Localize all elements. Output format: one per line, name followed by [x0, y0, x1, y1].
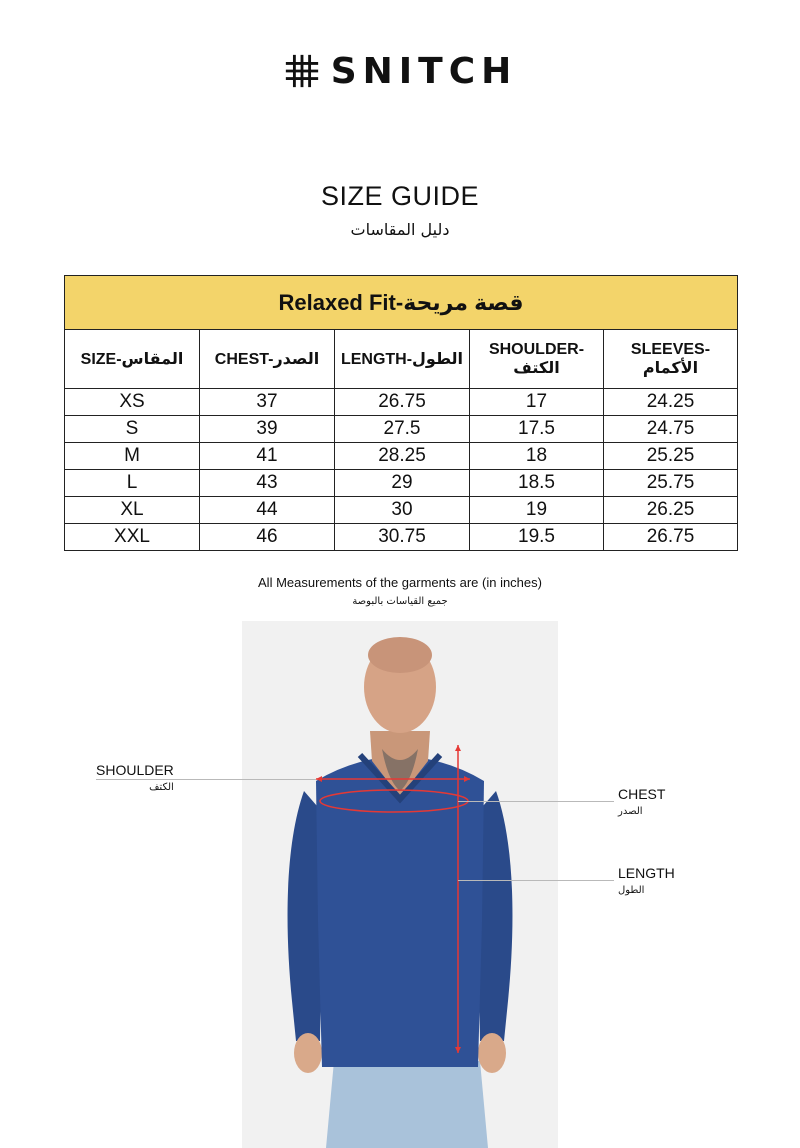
left-hand: [294, 1033, 322, 1073]
fit-label: Relaxed Fit-قصة مريحة: [65, 276, 738, 330]
header-size-label: SIZE-المقاس: [80, 350, 184, 368]
header-sleeves-label-ar: الأكمام: [642, 360, 699, 377]
cell-size: M: [65, 443, 200, 470]
brand-logo: [0, 48, 800, 94]
size-table: [64, 275, 738, 551]
cell-chest: 41: [200, 443, 335, 470]
cell-length: 30.75: [335, 524, 470, 551]
cell-shoulder: 19.5: [470, 524, 604, 551]
cell-chest: 46: [200, 524, 335, 551]
shoulder-label-arabic: الكتف: [149, 782, 174, 793]
header-shoulder-label-ar: الكتف: [513, 360, 560, 377]
header-chest: [200, 330, 335, 389]
header-chest-label: CHEST-الصدر: [214, 350, 320, 368]
page-title-arabic: دليل المقاسات: [350, 220, 450, 239]
table-row: [65, 470, 738, 497]
table-row: [65, 389, 738, 416]
header-row: [65, 330, 738, 389]
cell-sleeves: 24.75: [604, 416, 738, 443]
cell-sleeves: 24.25: [604, 389, 738, 416]
cell-length: 29: [335, 470, 470, 497]
cell-chest: 44: [200, 497, 335, 524]
cell-length: 26.75: [335, 389, 470, 416]
right-hand: [478, 1033, 506, 1073]
jeans: [326, 1061, 488, 1148]
chest-label-text: CHEST: [618, 786, 666, 802]
snitch-grid-logo-icon: [283, 52, 321, 90]
cell-size: XL: [65, 497, 200, 524]
cell-shoulder: 17.5: [470, 416, 604, 443]
length-label-arabic: الطول: [618, 885, 645, 896]
shoulder-label: [96, 762, 174, 796]
cell-size: XXL: [65, 524, 200, 551]
table-row: [65, 443, 738, 470]
cell-shoulder: 19: [470, 497, 604, 524]
page-title: SIZE GUIDE: [320, 181, 480, 211]
header-length: [335, 330, 470, 389]
cell-shoulder: 17: [470, 389, 604, 416]
cell-size: S: [65, 416, 200, 443]
table-row: [65, 497, 738, 524]
cell-shoulder: 18.5: [470, 470, 604, 497]
header-length-label: LENGTH-الطول: [340, 350, 464, 368]
cell-sleeves: 26.25: [604, 497, 738, 524]
chest-label-arabic: الصدر: [618, 806, 643, 817]
length-label-text: LENGTH: [618, 865, 675, 881]
chest-guide-line: [458, 801, 614, 802]
brand-name: SNITCH: [330, 50, 518, 92]
shaved-scalp: [368, 637, 432, 673]
length-label: [618, 865, 675, 899]
header-shoulder: [470, 330, 604, 389]
measurement-note: All Measurements of the garments are (in inches): [258, 575, 542, 590]
cell-chest: 37: [200, 389, 335, 416]
cell-length: 30: [335, 497, 470, 524]
cell-sleeves: 26.75: [604, 524, 738, 551]
measurement-note-arabic: جميع القياسات بالبوصة: [352, 596, 448, 607]
header-size: [65, 330, 200, 389]
fit-row: [65, 276, 738, 330]
shoulder-label-text: SHOULDER: [96, 762, 174, 778]
header-shoulder-label: SHOULDER-: [488, 341, 585, 358]
table-row: [65, 524, 738, 551]
chest-label: [618, 786, 665, 820]
cell-sleeves: 25.25: [604, 443, 738, 470]
table-row: [65, 416, 738, 443]
model-photo: [242, 621, 558, 1148]
length-guide-line: [458, 880, 614, 881]
cell-chest: 43: [200, 470, 335, 497]
header-sleeves: [604, 330, 738, 389]
cell-size: XS: [65, 389, 200, 416]
cell-shoulder: 18: [470, 443, 604, 470]
header-sleeves-label: SLEEVES-: [630, 341, 711, 358]
cell-sleeves: 25.75: [604, 470, 738, 497]
cell-length: 27.5: [335, 416, 470, 443]
cell-size: L: [65, 470, 200, 497]
cell-chest: 39: [200, 416, 335, 443]
cell-length: 28.25: [335, 443, 470, 470]
